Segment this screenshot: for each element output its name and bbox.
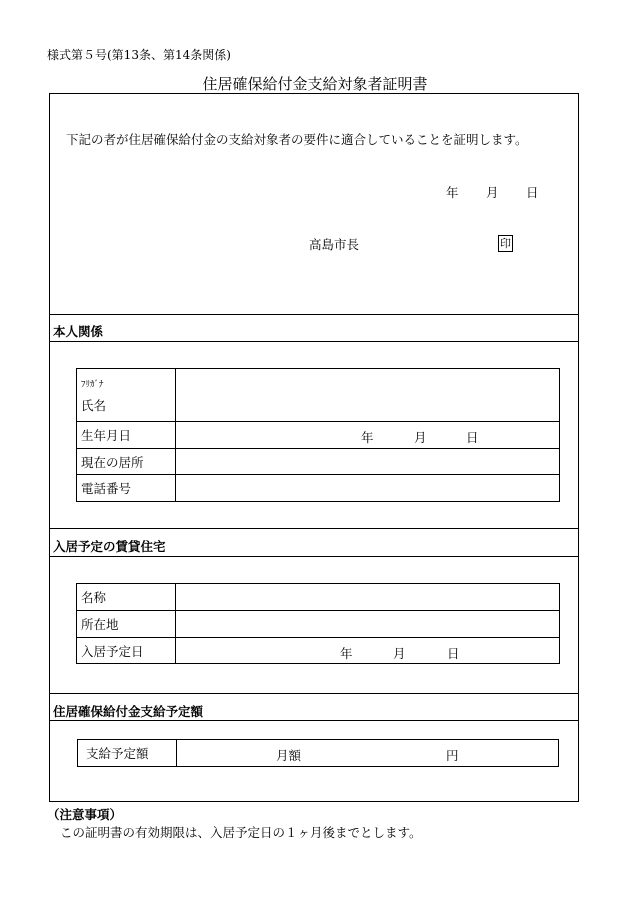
- section-title-rental: 入居予定の賃貸住宅: [53, 539, 166, 554]
- movein-year-label: 年: [340, 646, 353, 661]
- yen-label: 円: [446, 748, 459, 763]
- table-row: [77, 584, 560, 611]
- movein-field[interactable]: [176, 638, 560, 664]
- table-row: [77, 422, 560, 449]
- payment-table: [77, 739, 559, 767]
- name-label: 氏名: [81, 397, 107, 413]
- rental-table: [76, 583, 560, 664]
- phone-field[interactable]: [176, 475, 560, 502]
- birthdate-field[interactable]: [176, 422, 560, 449]
- table-row: [77, 449, 560, 475]
- table-row: [77, 638, 560, 664]
- name-label-cell: [77, 369, 176, 422]
- rental-name-field[interactable]: [176, 584, 560, 611]
- certification-statement: 下記の者が住居確保給付金の支給対象者の要件に適合していることを証明します。: [66, 132, 528, 147]
- divider: [49, 693, 579, 694]
- cert-day-label: 日: [526, 185, 539, 200]
- cert-year-label: 年: [446, 185, 459, 200]
- amount-label: 支給予定額: [78, 740, 177, 767]
- location-field[interactable]: [176, 611, 560, 638]
- divider: [49, 314, 579, 315]
- phone-label: 電話番号: [77, 475, 176, 502]
- movein-month-label: 月: [393, 646, 406, 661]
- applicant-table: [76, 368, 560, 502]
- name-field[interactable]: [176, 369, 560, 422]
- divider: [49, 720, 579, 721]
- table-row: [77, 475, 560, 502]
- location-label: 所在地: [77, 611, 176, 638]
- birthdate-label: 生年月日: [77, 422, 176, 449]
- rental-name-label: 名称: [77, 584, 176, 611]
- cert-month-label: 月: [486, 185, 499, 200]
- issuer-name: 高島市長: [309, 237, 360, 252]
- table-row: [77, 611, 560, 638]
- notes-text: この証明書の有効期限は、入居予定日の１ヶ月後までとします。: [60, 825, 422, 840]
- section-title-applicant: 本人関係: [53, 324, 104, 339]
- table-row: [78, 740, 559, 767]
- amount-field[interactable]: [177, 740, 559, 767]
- seal-mark: 印: [500, 237, 511, 250]
- form-number: 様式第５号(第13条、第14条関係): [47, 48, 231, 62]
- address-field[interactable]: [176, 449, 560, 475]
- monthly-label: 月額: [276, 748, 302, 763]
- divider: [49, 556, 579, 557]
- movein-label: 入居予定日: [77, 638, 176, 664]
- divider: [49, 528, 579, 529]
- birth-month-label: 月: [414, 430, 427, 445]
- birth-year-label: 年: [361, 430, 374, 445]
- divider: [49, 341, 579, 342]
- notes-heading: （注意事項）: [47, 807, 123, 822]
- address-label: 現在の居所: [77, 449, 176, 475]
- page-title: 住居確保給付金支給対象者証明書: [202, 75, 428, 93]
- section-title-payment: 住居確保給付金支給予定額: [53, 704, 204, 719]
- table-row: [77, 369, 560, 422]
- furigana-label: ﾌﾘｶﾞﾅ: [81, 379, 104, 390]
- movein-day-label: 日: [447, 646, 460, 661]
- birth-day-label: 日: [466, 430, 479, 445]
